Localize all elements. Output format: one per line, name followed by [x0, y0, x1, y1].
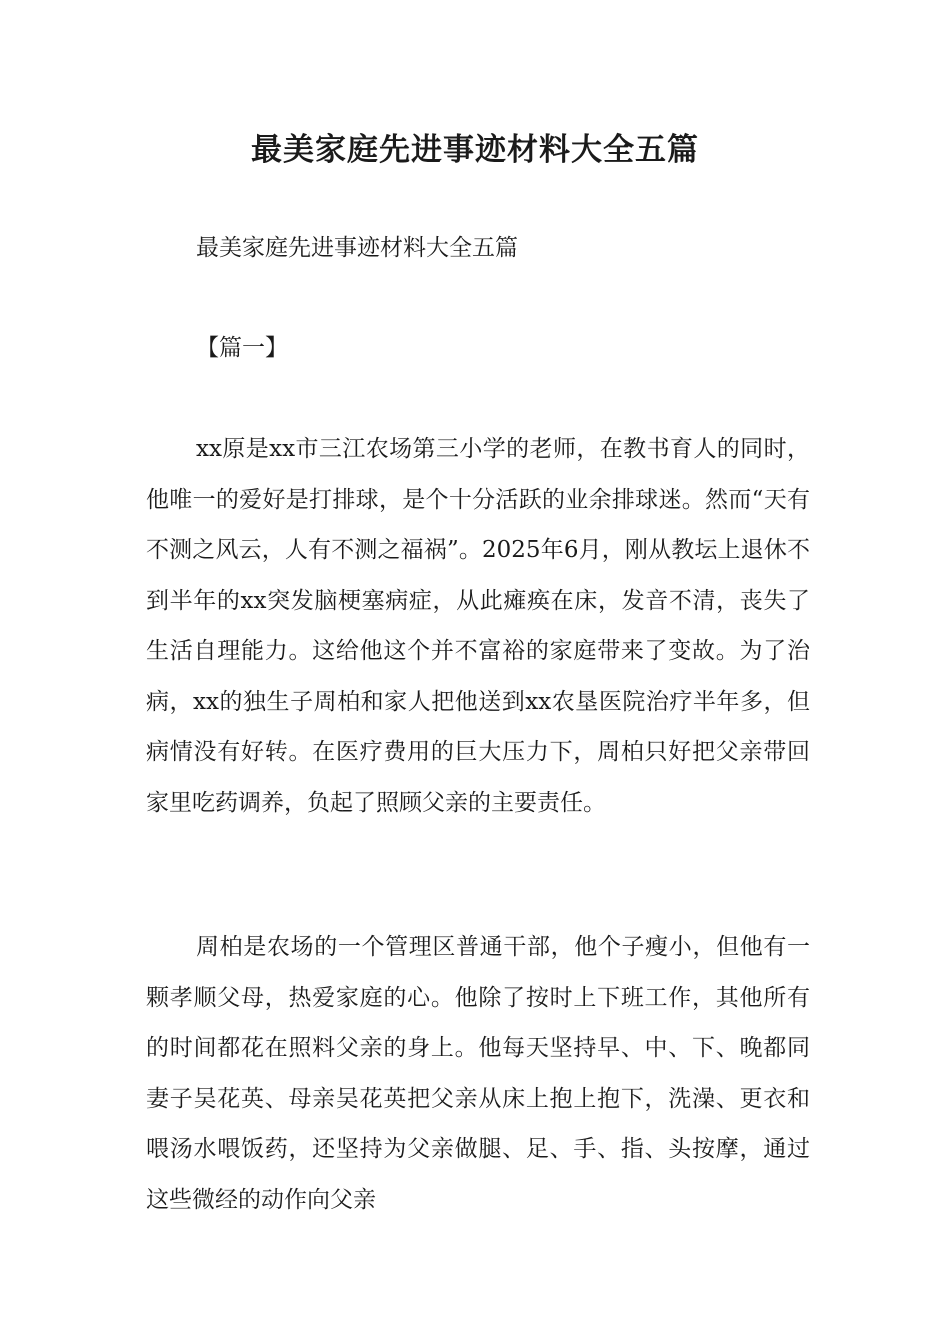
body-paragraph-2: 周柏是农场的一个管理区普通干部，他个子瘦小，但他有一颗孝顺父母，热爱家庭的心。他除了按时上下班工作，其他所有的时间都花在照料父亲的身上。他每天坚持早、中、下、晚都同妻子吴花英、母亲吴花英把父亲从床上抱上抱下，洗澡、更衣和喂汤水喂饭药，还坚持为父亲做腿、足、手、指、头按摩，通过这些微经的动作向父亲 — [146, 934, 810, 1213]
body-paragraph-1: xx原是xx市三江农场第三小学的老师，在教书育人的同时，他唯一的爱好是打排球，是个十分活跃的业余排球迷。然而“天有不测之风云，人有不测之福祸”。2025年6月，刚从教坛上退休不到半年的xx突发脑梗塞病症，从此瘫痪在床，发音不清，丧失了生活自理能力。这给他这个并不富裕的家庭带来了变故。为了治病，xx的独生子周柏和家人把他送到xx农垦医院治疗半年多，但病情没有好转。在医疗费用的巨大压力下，周柏只好把父亲带回家里吃药调养，负起了照顾父亲的主要责任。 — [146, 436, 810, 816]
section-heading: 【篇一】 — [196, 335, 288, 361]
document-title: 最美家庭先进事迹材料大全五篇 — [251, 132, 699, 168]
document-subtitle: 最美家庭先进事迹材料大全五篇 — [196, 235, 518, 261]
